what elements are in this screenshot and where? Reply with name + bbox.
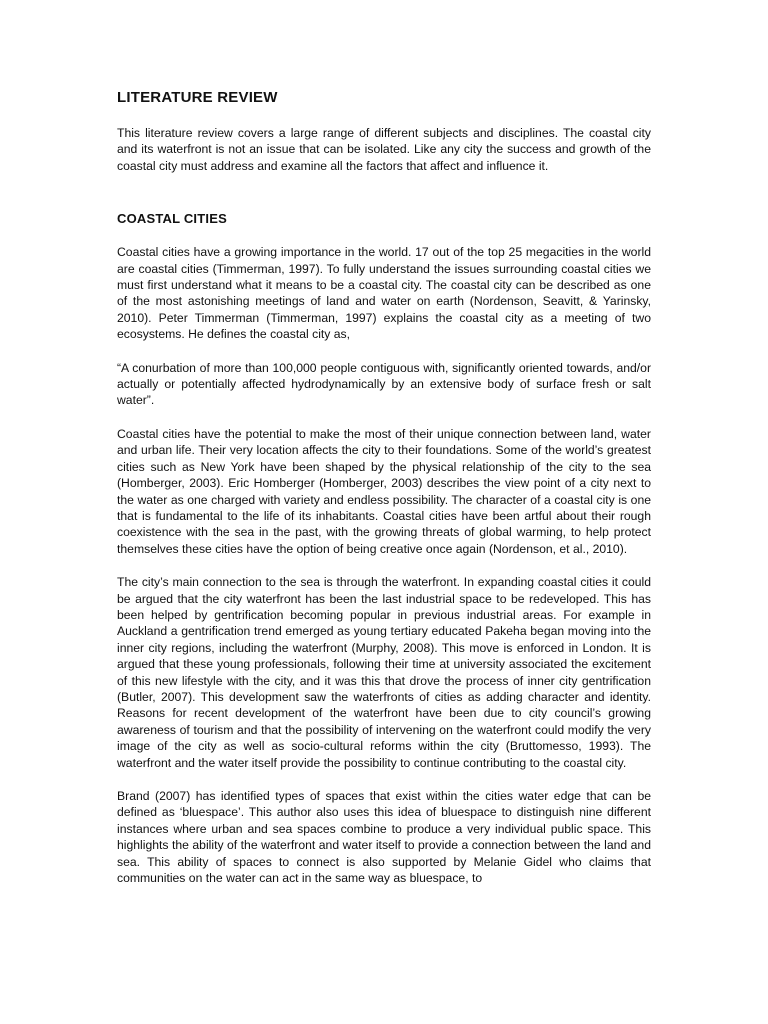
quote-paragraph: “A conurbation of more than 100,000 people contiguous with, significantly oriented towards, and/or actually or potentially affected hydrodynamically by an extensive body of surface fresh or salt water”. [117,360,651,408]
body-paragraph: Coastal cities have the potential to make the most of their unique connection between land, water and urban life. Their very location affects the city to their foundations. Some of the world’s greatest cities such as New York have been shaped by the physical relationship of the city to the sea (Homberger, 2003). Eric Homberger (Homberger, 2003) describes the view point of a city next to the water as one charged with variety and endless possibility. The character of a coastal city is one that is fundamental to the life of its inhabitants. Coastal cities have been artful about their rough coexistence with the sea in the past, with the growing threats of global warming, to help protect themselves these cities have the option of being creative once again (Nordenson, et al., 2010). [117,426,651,556]
document-page [117,88,651,903]
body-paragraph: Coastal cities have a growing importance in the world. 17 out of the top 25 megacities in the world are coastal cities (Timmerman, 1997). To fully understand the issues surrounding coastal cities we must first understand what it means to be a coastal city. The coastal city can be described as one of the most astonishing meetings of land and water on earth (Nordenson, Seavitt, & Yarinsky, 2010). Peter Timmerman (Timmerman, 1997) explains the coastal city as a meeting of two ecosystems. He defines the coastal city as, [117,245,651,342]
body-paragraph: The city’s main connection to the sea is through the waterfront. In expanding coastal cities it could be argued that the city waterfront has been the last industrial space to be redeveloped. This has been helped by gentrification becoming popular in previous industrial areas. For example in Auckland a gentrification trend emerged as young tertiary educated Pakeha began moving into the inner city regions, including the waterfront (Murphy, 2008). This move is enforced in London. It is argued that these young professionals, following their time at university associated the excitement of this new lifestyle with the city, and it was this that drove the process of inner city gentrification (Butler, 2007). This development saw the waterfronts of cities as adding character and identity. Reasons for recent development of the waterfront have been due to city council’s growing awareness of tourism and that the possibility of intervening on the waterfront could modify the very image of the city as well as socio-cultural reforms within the city (Bruttomesso, 1993). The waterfront and the water itself provide the possibility to continue contributing to the coastal city. [117,575,651,770]
section-gap [117,191,651,210]
body-paragraph: Brand (2007) has identified types of spaces that exist within the cities water edge that can be defined as ‘bluespace’. This author also uses this idea of bluespace to distinguish nine different instances where urban and sea spaces combine to produce a very individual public space. This highlights the ability of the waterfront and water itself to provide a connection between the land and sea. This ability of spaces to connect is also supported by Melanie Gidel who claims that communities on the water can act in the same way as bluespace, to [117,789,651,886]
section-title: COASTAL CITIES [117,211,227,227]
intro-paragraph: This literature review covers a large range of different subjects and disciplines. The coastal city and its waterfront is not an issue that can be isolated. Like any city the success and growth of the coastal city must address and examine all the factors that affect and influence it. [117,126,651,173]
page-title: LITERATURE REVIEW [117,89,278,106]
